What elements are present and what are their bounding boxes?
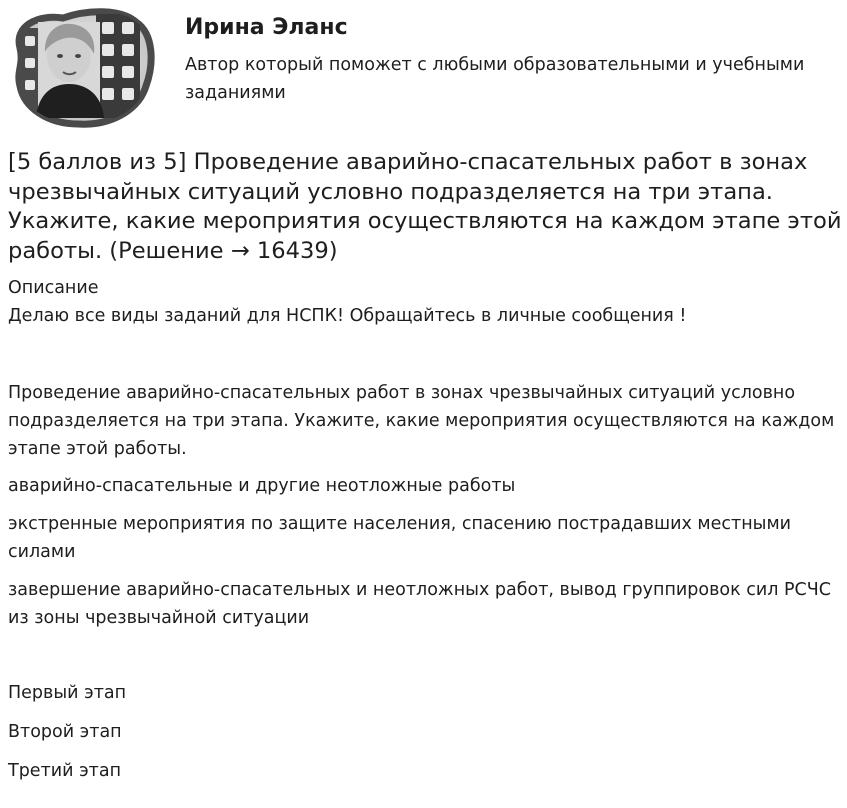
author-photo-icon[interactable]	[8, 8, 158, 128]
description-label: Описание	[8, 278, 99, 298]
description-text: Делаю все виды заданий для НСПК! Обращайтесь в личные сообщения !	[8, 306, 687, 326]
stage-item: Первый этап	[8, 683, 127, 703]
task-content	[8, 274, 838, 785]
answer-item: аварийно-спасательные и другие неотложные работы	[8, 476, 516, 496]
answer-item: экстренные мероприятия по защите населения, спасению пострадавших местными силами	[8, 514, 792, 562]
author-name[interactable]: Ирина Эланс	[185, 15, 348, 40]
answer-item: завершение аварийно-спасательных и неотложных работ, вывод группировок сил РСЧС из зоны чрезвычайной ситуации	[8, 580, 831, 628]
question-text: Проведение аварийно-спасательных работ в зонах чрезвычайных ситуаций условно подразделяется на три этапа. Укажите, какие мероприятия осуществляются на каждом этапе этой работы.	[8, 383, 835, 459]
stage-item: Третий этап	[8, 761, 122, 781]
author-bio: Автор который поможет с любыми образовательными и учебными заданиями	[185, 55, 805, 103]
stage-item: Второй этап	[8, 722, 122, 742]
task-title: [5 баллов из 5] Проведение аварийно-спасательных работ в зонах чрезвычайных ситуаций условно подразделяется на три этапа. Укажите, какие мероприятия осуществляются на каждом этапе этой работы. (Решение → 16439)	[8, 149, 842, 264]
author-card	[8, 8, 838, 128]
